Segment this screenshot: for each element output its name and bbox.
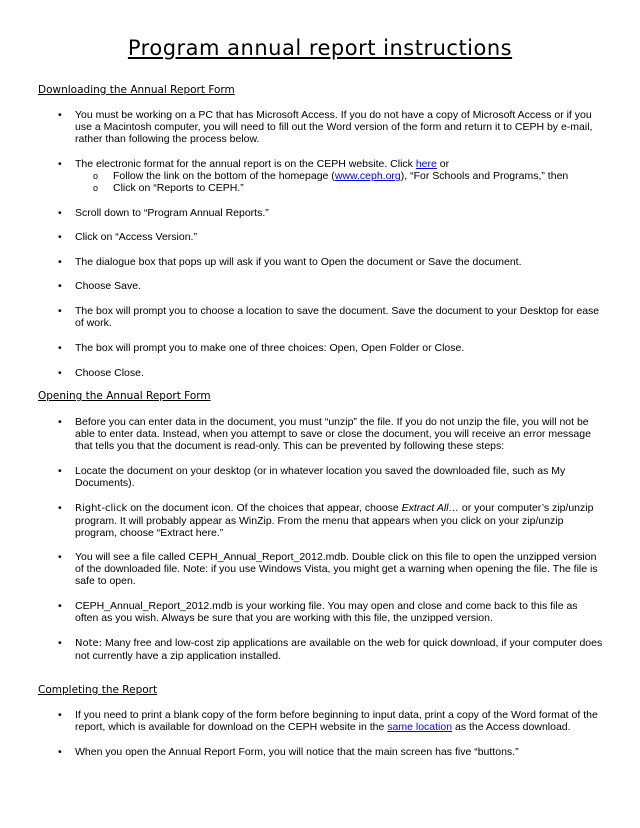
heading-opening: Opening the Annual Report Form [38,390,211,402]
heading-completing: Completing the Report [38,684,158,696]
same-location-link[interactable]: same location [387,721,453,733]
page-title: Program annual report instructions [127,36,513,60]
ceph-website-link[interactable]: www.ceph.org [334,170,401,182]
here-link[interactable]: here [415,158,437,170]
heading-downloading: Downloading the Annual Report Form [38,84,235,96]
document-page: Program annual report instructions Downloading the Annual Report Form • You must be working on a PC that has Microsoft Access. If you do not have a copy of Microsoft Access or if you use a Macintosh computer, you will need to fill out the Word version of the form and return it to CEPH by e-mail, rather than following the process below. • The electronic format for the annual report is on the CEPH website. Click here or o Follow the link on the bottom of the homepage (www.ceph.org), “For Schools and Programs,” then o Click on “Reports to CEPH.” • Scroll down to “Program Annual Reports.” • Click on “Access Version.” • The dialogue box that pops up will ask if you want to Open the document or Save the document. • Choose Save. • The box will prompt you to choose a location to save the document. Save the document to your Desktop for ease of work. • The box will prompt you to make one of three choices: Open, Open Folder or Close. • Choose Close. Opening the Annual Report Form • Before you can enter data in the document, you must “unzip” the file. If you do not unzip the file, you will not be able to enter data. Instead, when you attempt to save or close the document, you will receive an error message that tells you that the document is read-only. This can be prevented by following these steps: • Locate the document on your desktop (or in whatever location you saved the downloaded file, such as My Documents). • Right-click on the document icon. Of the choices that appear, choose Extract All… or your computer’s zip/unzip program. It will probably appear as WinZip. From the menu that appears when you click on your zip/unzip program, choose “Extract here.” • You will see a file called CEPH_Annual_Report_2012.mdb. Double click on this file to open the unzipped version of the downloaded file. Note: if you use Windows Vista, you might get a warning when opening the file. The file is safe to open. • CEPH_Annual_Report_2012.mdb is your working file. You may open and close and come back to this file as often as you wish. Always be sure that you are working with this file, the unzipped version. • Note: Many free and low-cost zip applications are available on the web for quick download, if your computer does not currently have a zip application installed. Completing the Report • If you need to print a blank copy of the form before beginning to input data, print a copy of the Word format of the report, which is available for download on the CEPH website in the same location as the Access download. • When you open the Annual Report Form, you will notice that the main screen has five “buttons.” [0,0,640,828]
